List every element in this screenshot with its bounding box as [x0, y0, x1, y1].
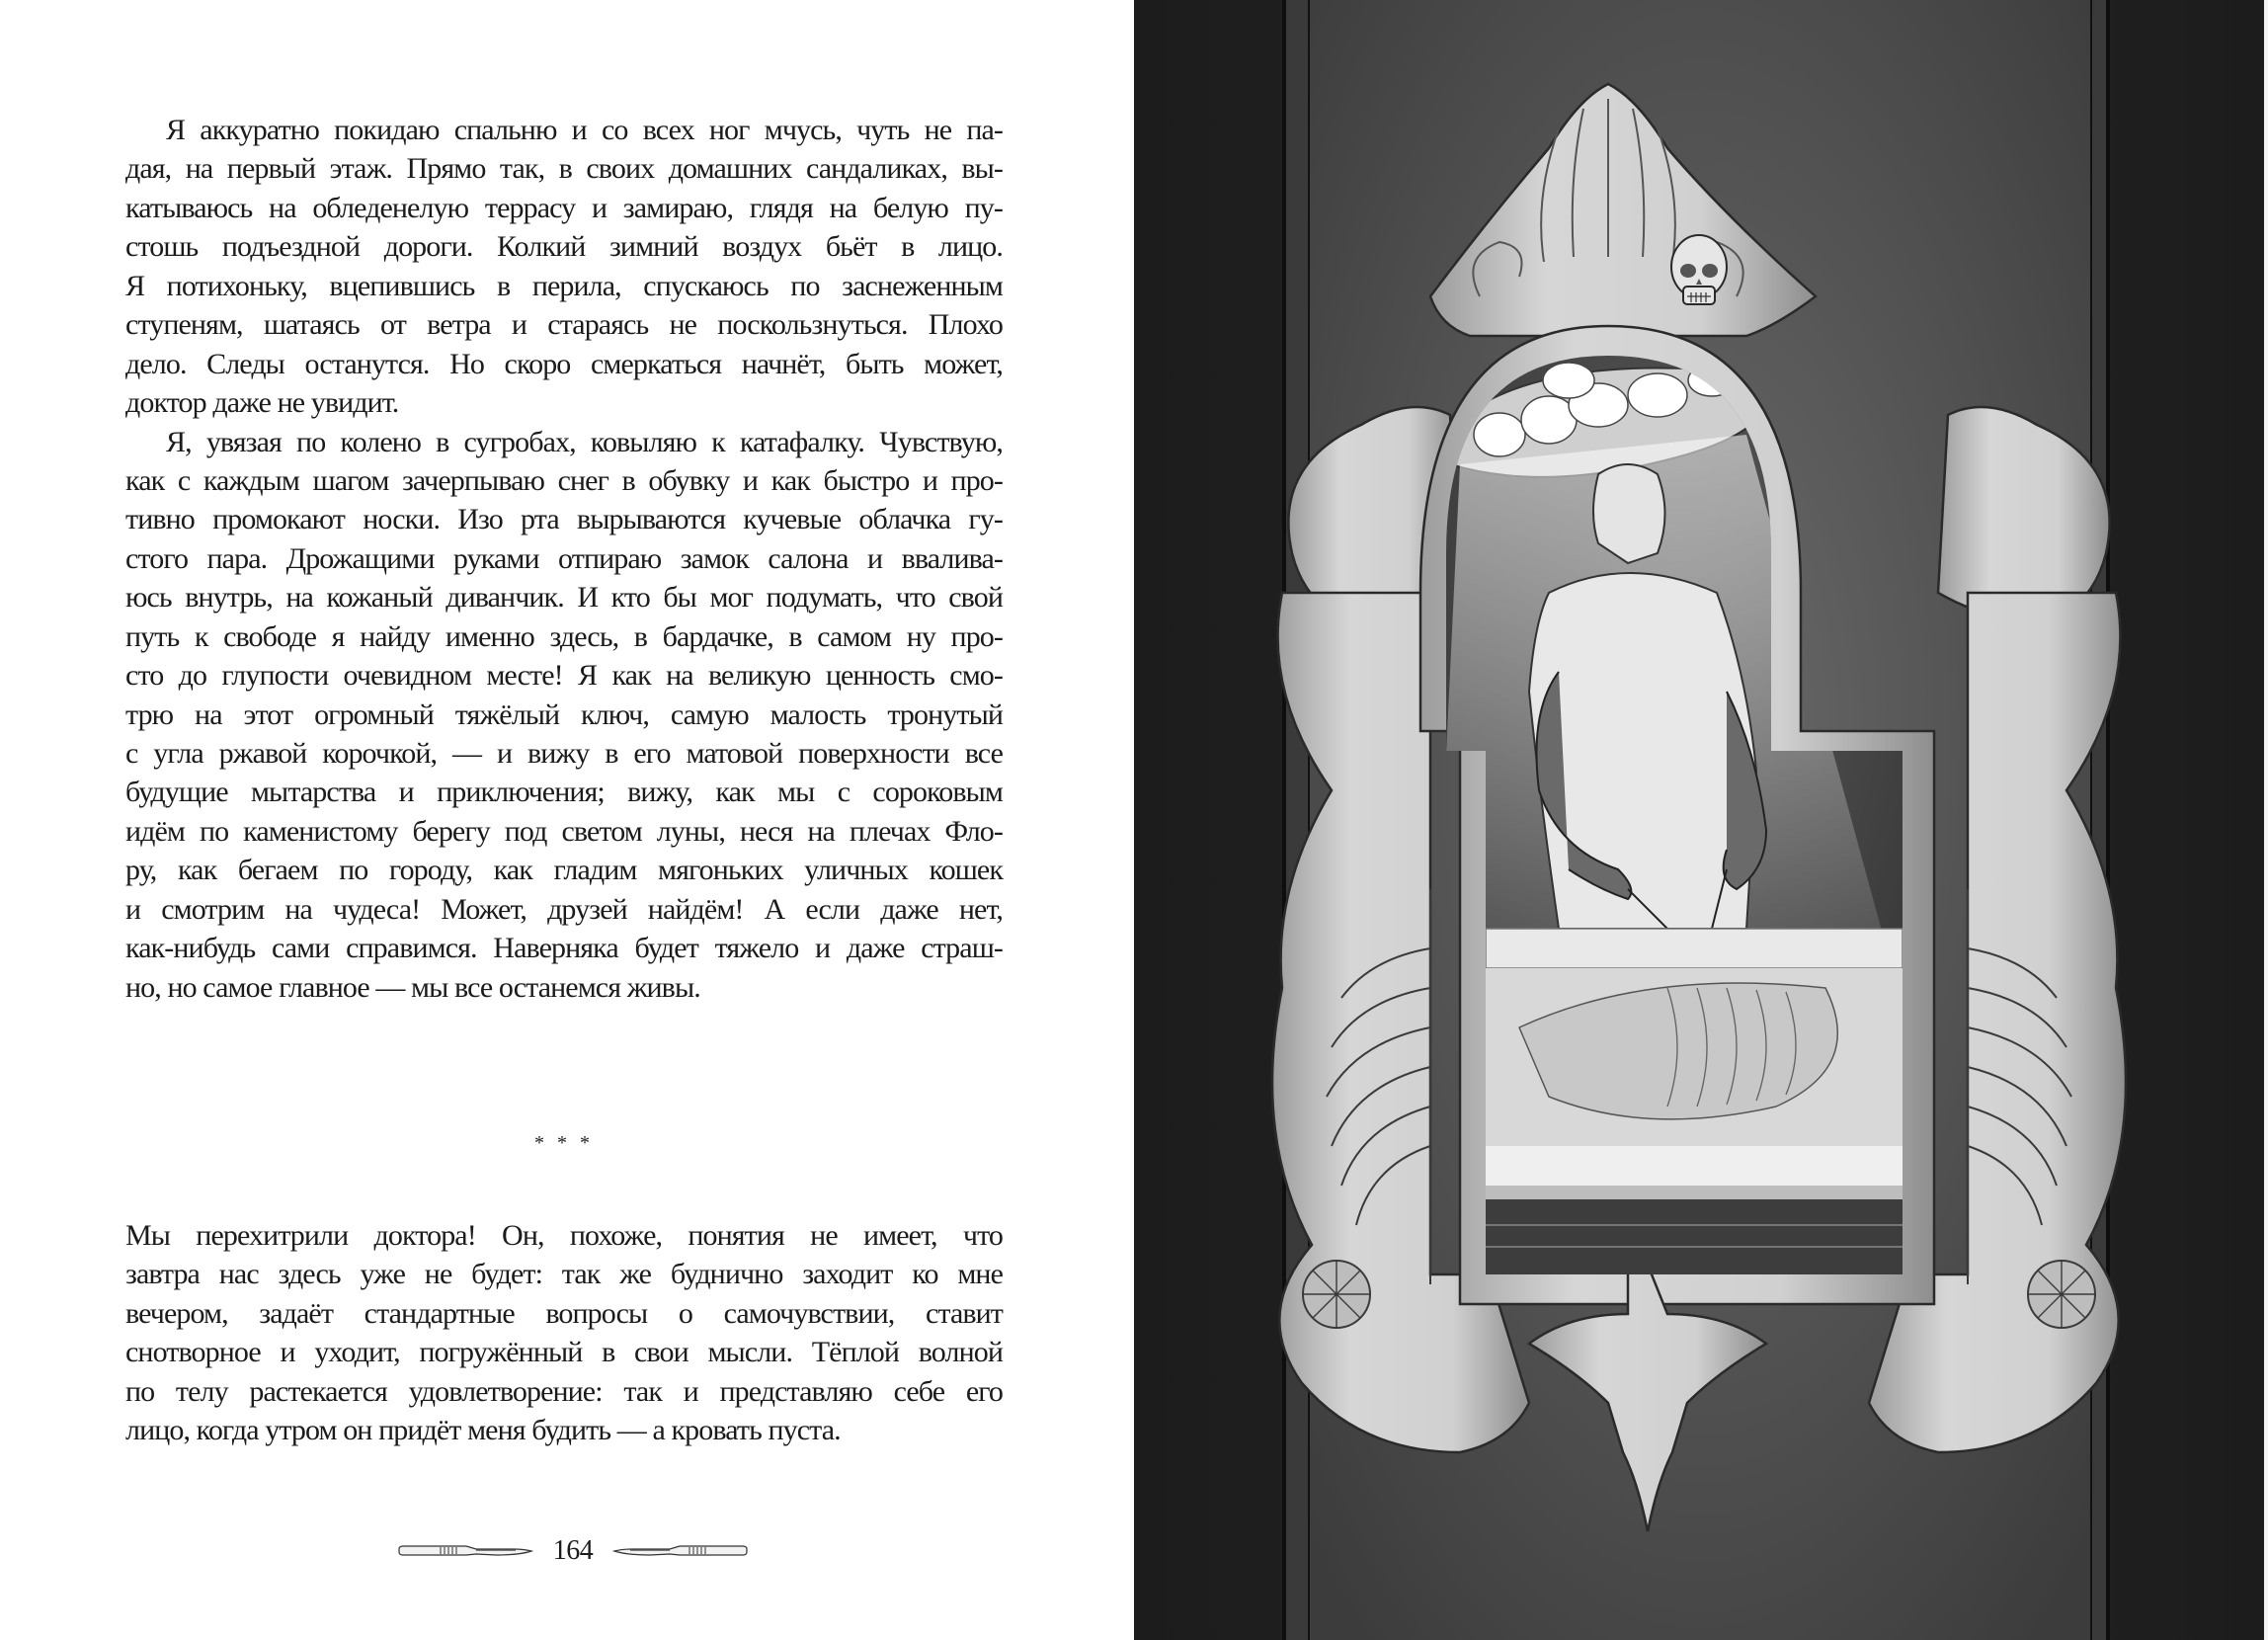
- text-line: сто до глупости очевидном месте! Я как на великую ценность смо-: [125, 659, 1003, 693]
- text-line: дело. Следы останутся. Но скоро смеркаться начнёт, быть может,: [125, 347, 1003, 380]
- text-line: доктор даже не увидит.: [125, 386, 399, 420]
- scalpel-right-icon: [612, 1542, 749, 1560]
- text-line: Я потихоньку, вцепившись в перила, спускаюсь по заснеженным: [125, 269, 1003, 302]
- text-line: Я аккуратно покидаю спальню и со всех ног мчусь, чуть не па-: [166, 114, 1003, 146]
- text-line: путь к свободе я найду именно здесь, в бардачке, в самом ну про-: [125, 619, 1003, 653]
- scene-break: * * *: [534, 1132, 594, 1154]
- text-line: катываюсь на обледенелую террасу и замираю, глядя на белую пу-: [125, 191, 1003, 224]
- page-edge: [2264, 0, 2268, 1640]
- text-line: ру, как бегаем по городу, как гладим мягоньких уличных кошек: [125, 854, 1003, 887]
- text-line: дая, на первый этаж. Прямо так, в своих домашних сандаликах, вы-: [125, 152, 1003, 186]
- section-2-text: [125, 1216, 1003, 1450]
- text-line: лицо, когда утром он придёт меня будить — а кровать пуста.: [125, 1414, 841, 1447]
- text-line: снотворное и уходит, погружённый в свои мысли. Тёплой волной: [125, 1336, 1003, 1369]
- text-line: будущие мытарства и приключения; вижу, как мы с сороковым: [125, 776, 1003, 809]
- text-line: идём по каменистому берегу под светом луны, неся на плечах Фло-: [125, 814, 1003, 848]
- text-line: Я, увязая по колено в сугробах, ковыляю к катафалку. Чувствую,: [166, 425, 1003, 458]
- text-line: тивно промокают носки. Изо рта вырываются кучевые облачка гу-: [125, 503, 1003, 536]
- text-line: по телу растекается удовлетворение: так и представляю себе его: [125, 1374, 1003, 1408]
- text-line: завтра нас здесь уже не будет: так же буднично заходит ко мне: [125, 1258, 1003, 1291]
- text-line: трю на этот огромный тяжёлый ключ, самую малость тронутый: [125, 697, 1003, 731]
- text-line: как-нибудь сами справимся. Наверняка будет тяжело и даже страш-: [125, 932, 1003, 965]
- section-1-text: [125, 111, 1003, 1007]
- text-line: юсь внутрь, на кожаный диванчик. И кто бы мог подумать, что свой: [125, 581, 1003, 615]
- right-page-illustration: [1134, 0, 2264, 1640]
- scalpel-left-icon: [397, 1542, 533, 1560]
- operating-table: [1486, 929, 1903, 1274]
- text-line: вечером, задаёт стандартные вопросы о самочувствии, ставит: [125, 1296, 1003, 1330]
- page-number: 164: [552, 1535, 594, 1566]
- text-line: но, но самое главное — мы все останемся живы.: [125, 970, 700, 1004]
- text-line: стого пара. Дрожащими руками отпираю замок салона и ввалива-: [125, 541, 1003, 575]
- text-line: и смотрим на чудеса! Может, друзей найдём! А если даже нет,: [125, 892, 1003, 926]
- text-line: Мы перехитрили доктора! Он, похоже, понятия не имеет, что: [125, 1219, 1003, 1252]
- page-footer: [395, 1529, 751, 1573]
- text-line: с угла ржавой корочкой, — и вижу в его матовой поверхности все: [125, 737, 1003, 770]
- text-line: стошь подъездной дороги. Колкий зимний воздух бьёт в лицо.: [125, 230, 1003, 264]
- text-line: ступеням, шатаясь от ветра и стараясь не поскользнуться. Плохо: [125, 308, 1003, 342]
- text-line: как с каждым шагом зачерпываю снег в обувку и как быстро и про-: [125, 463, 1003, 497]
- mirror-surgeon-illustration: [1134, 0, 2264, 1640]
